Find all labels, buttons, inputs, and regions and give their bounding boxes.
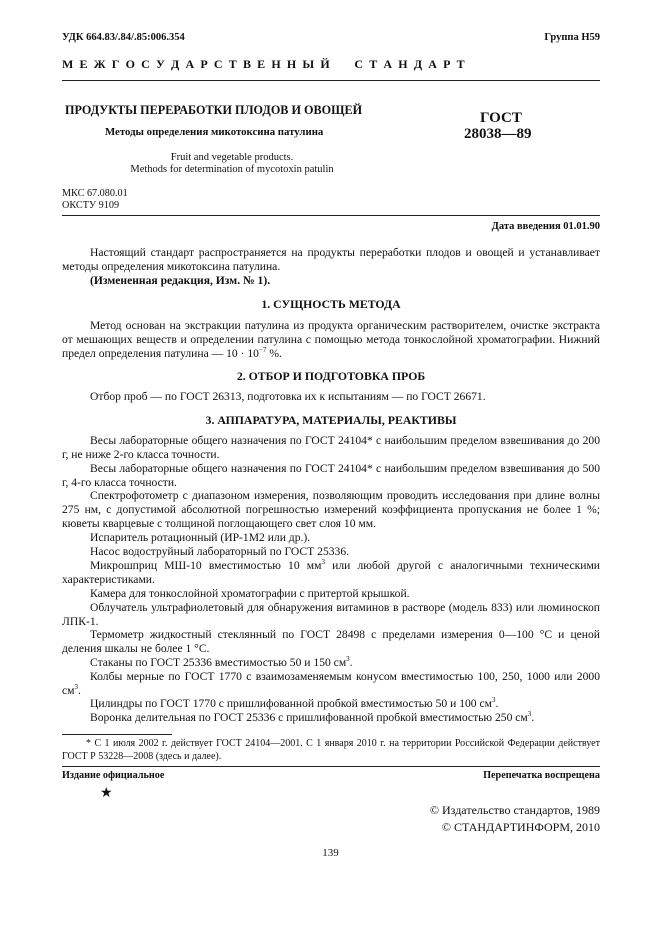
- footnote: * С 1 июля 2002 г. действует ГОСТ 24104—2001. С 1 января 2010 г. на территории Российской Федерации действует ГОСТ Р 53228—2008 (здесь и далее).: [62, 738, 600, 762]
- classification-codes: [62, 188, 128, 212]
- mks-code: МКС 67.080.01: [62, 188, 128, 199]
- section-1-exponent: −7: [258, 346, 267, 355]
- section-1-text: [62, 319, 600, 361]
- cylinders-sup: 3: [492, 696, 496, 705]
- footer-rule: [62, 766, 600, 767]
- copyright-publisher: © Издательство стандартов, 1989: [429, 803, 600, 817]
- intro-paragraph: Настоящий стандарт распространяется на продукты переработки плодов и овощей и устанавливает методы определения микотоксина патулина.: [62, 246, 600, 273]
- header-rule: [62, 80, 600, 81]
- equipment-separatory-funnel: [62, 711, 600, 725]
- okstu-code: ОКСТУ 9109: [62, 200, 120, 211]
- flasks-sup: 3: [74, 683, 78, 692]
- equipment-chamber: Камера для тонкослойной хроматографии с притертой крышкой.: [90, 587, 410, 600]
- equipment-microsyringe: [62, 559, 600, 587]
- equipment-thermometer: Термометр жидкостный стеклянный по ГОСТ 28498 с пределами измерения 0—100 °С и ценой деления шкалы не более 1 °С.: [62, 628, 600, 655]
- english-title: [62, 152, 402, 176]
- microsyringe-text-end: или любой другой с аналогичными техническими характеристиками.: [62, 559, 600, 586]
- funnel-sup: 3: [527, 710, 532, 719]
- funnel-end: .: [531, 711, 535, 724]
- beakers-text: Стаканы по ГОСТ 25336 вместимостью 50 и 150 см: [90, 656, 347, 669]
- funnel-text: Воронка делительная по ГОСТ 25336 с пришлифованной пробкой вместимостью 250 см: [90, 711, 528, 724]
- gost-label: ГОСТ: [480, 110, 522, 126]
- flasks-text: Колбы мерные по ГОСТ 1770 с взаимозаменяемым конусом вместимостью 100, 250, 1000 или 2000 см: [62, 670, 600, 697]
- copyright-standartinform: © СТАНДАРТИНФОРМ, 2010: [441, 820, 600, 834]
- title-rule: [62, 215, 600, 216]
- section-2-text: Отбор проб — по ГОСТ 26313, подготовка их к испытаниям — по ГОСТ 26671.: [90, 390, 486, 403]
- section-1-text-main: Метод основан на экстракции патулина из продукта органическим растворителем, очистке экстракта от мешающих веществ и определении патулина с помощью метода тонкослойной хроматографии. Нижний предел определения патулина — 10 · 10: [62, 319, 600, 360]
- section-3-heading: 3. АППАРАТУРА, МАТЕРИАЛЫ, РЕАКТИВЫ: [205, 413, 457, 427]
- document-title: ПРОДУКТЫ ПЕРЕРАБОТКИ ПЛОДОВ И ОВОЩЕЙ: [65, 103, 363, 117]
- equipment-scales-200: Весы лабораторные общего назначения по ГОСТ 24104* с наибольшим пределом взвешивания до 200 г, не ниже 2-го класса точности.: [62, 434, 600, 461]
- equipment-flasks: [62, 670, 600, 698]
- equipment-cylinders: [62, 697, 600, 711]
- microsyringe-sup: 3: [321, 558, 325, 567]
- section-2-heading: 2. ОТБОР И ПОДГОТОВКА ПРОБ: [236, 369, 426, 383]
- cylinders-text: Цилиндры по ГОСТ 1770 с пришлифованной пробкой вместимостью 50 и 100 см: [90, 697, 492, 710]
- cylinders-end: .: [495, 697, 499, 710]
- page-number: 139: [322, 847, 339, 859]
- banner-interstate-standard: М Е Ж Г О С У Д А Р С Т В Е Н Н Ы Й С Т А Н Д А Р Т: [62, 57, 467, 71]
- equipment-scales-500: Весы лабораторные общего назначения по ГОСТ 24104* с наибольшим пределом взвешивания до 500 г, 4-го класса точности.: [62, 462, 600, 489]
- beakers-sup: 3: [346, 655, 350, 664]
- microsyringe-text: Микрошприц МШ-10 вместимостью 10 мм: [90, 559, 322, 572]
- equipment-evaporator: Испаритель ротационный (ИР-1М2 или др.).: [90, 531, 311, 544]
- document-subtitle: Методы определения микотоксина патулина: [105, 126, 324, 138]
- equipment-beakers: [62, 656, 600, 670]
- reprint-prohibited: Перепечатка воспрещена: [483, 770, 600, 781]
- gost-number: 28038—89: [464, 126, 532, 142]
- english-title-line1: Fruit and vegetable products.: [170, 152, 294, 163]
- equipment-pump: Насос водоструйный лабораторный по ГОСТ 25336.: [90, 545, 350, 558]
- effective-date: Дата введения 01.01.90: [491, 221, 600, 232]
- section-1-text-unit: %.: [266, 347, 282, 360]
- equipment-uv-irradiator: Облучатель ультрафиолетовый для обнаружения витаминов в растворе (модель 833) или люминоскоп ЛПК-1.: [62, 601, 600, 628]
- flasks-end: .: [77, 684, 81, 697]
- intro-amendment: (Измененная редакция, Изм. № 1).: [90, 274, 271, 287]
- footnote-rule: [62, 734, 172, 735]
- official-edition: Издание официальное: [62, 770, 165, 781]
- beakers-end: .: [349, 656, 353, 669]
- english-title-line2: Methods for determination of mycotoxin patulin: [130, 164, 334, 175]
- equipment-spectrophotometer: Спектрофотометр с диапазоном измерения, позволяющим проводить исследования при длине волны 275 нм, с допустимой абсолютной погрешностью измерений коэффициента пропускания не более 1 %; кюветы кварцевые с толщиной поглощающего свет слоя 10 мм.: [62, 489, 600, 530]
- group-code: Группа Н59: [544, 32, 600, 43]
- section-1-heading: 1. СУЩНОСТЬ МЕТОДА: [261, 297, 401, 311]
- star-icon: ★: [100, 786, 113, 801]
- udk-code: УДК 664.83/.84/.85:006.354: [62, 32, 185, 43]
